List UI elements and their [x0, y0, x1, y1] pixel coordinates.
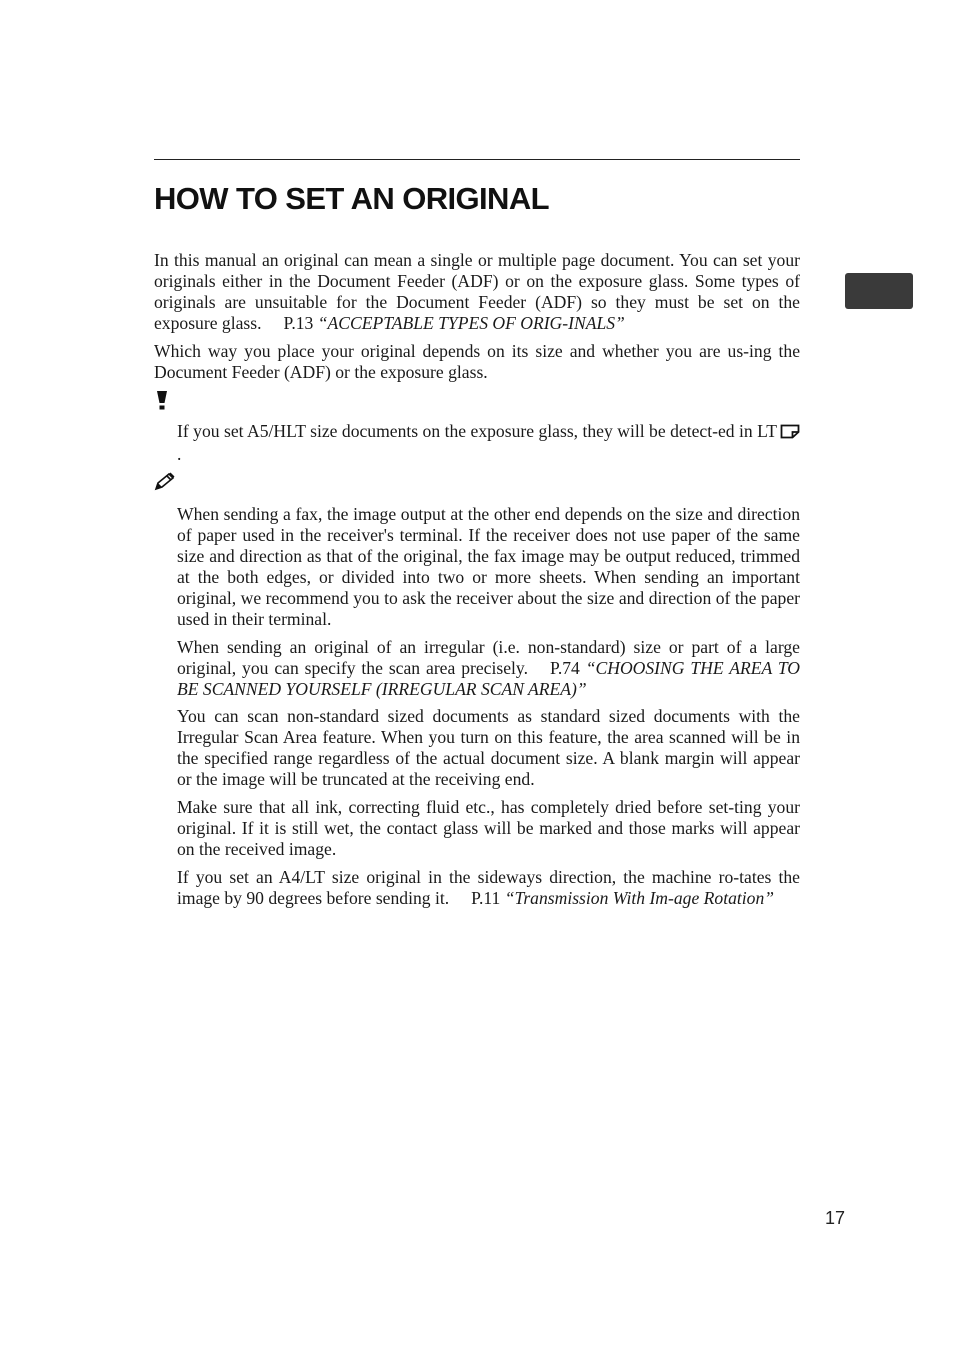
- cross-ref-title[interactable]: “CHOOSING THE AREA TO BE SCANNED YOURSELF (IRREGULAR SCAN AREA)”: [177, 657, 800, 699]
- important-text: If you set A5/HLT size documents on the exposure glass, they will be detect-ed in LT: [177, 421, 777, 442]
- cross-ref-page[interactable]: P.11: [471, 887, 501, 908]
- intro-text: In this manual an original can mean a single or multiple page document. You can set your originals either in the Document Feeder (ADF) or on the exposure glass. Some types of originals are unsuitable for the Document Feeder (ADF) so they must be set on the exposure glass.: [154, 250, 800, 333]
- cross-ref-page[interactable]: P.13: [283, 312, 314, 333]
- note-pencil-icon: [154, 472, 800, 498]
- page-title: HOW TO SET AN ORIGINAL: [154, 181, 549, 216]
- note-text: When sending an original of an irregular (i.e. non-standard) size or part of a large original, you can specify the scan area precisely.: [177, 636, 800, 678]
- note-paragraph-1: When sending a fax, the image output at the other end depends on the size and direction of paper used in the receiver's terminal. If the receiver does not use paper of the same size and direction as that of the original, the fax image may be output reduced, trimmed at the both edges, or divided into two or more sheets. When sending an important original, we recommend you to ask the receiver about the size and direction of the paper used in their terminal.: [177, 504, 800, 629]
- important-icon: [154, 389, 800, 415]
- intro-paragraph-2: Which way you place your original depends on its size and whether you are us-ing the Document Feeder (ADF) or the exposure glass.: [154, 340, 800, 382]
- note-text: If you set an A4/LT size original in the sideways direction, the machine ro-tates the image by 90 degrees before sending it.: [177, 866, 800, 908]
- landscape-orientation-icon: [780, 423, 800, 444]
- page-body: [154, 250, 800, 916]
- cross-ref-title[interactable]: “ACCEPTABLE TYPES OF ORIG-INALS”: [317, 312, 625, 333]
- header-rule: [154, 159, 800, 160]
- note-paragraph-2: [177, 637, 800, 700]
- important-paragraph: If you set A5/HLT size documents on the exposure glass, they will be detect-ed in LT.: [177, 421, 800, 465]
- chapter-thumb-tab: [845, 273, 913, 309]
- cross-ref-page[interactable]: P.74: [549, 657, 580, 678]
- page-number: 17: [825, 1208, 846, 1228]
- note-paragraph-3: You can scan non-standard sized documents as standard sized documents with the Irregular Scan Area feature. When you turn on this feature, the area scanned will be in the specified range regardless of the actual document size. A blank margin will appear or the image will be truncated at the receiving end.: [177, 706, 800, 790]
- note-paragraph-5: [177, 867, 800, 909]
- cross-ref-title[interactable]: “Transmission With Im-age Rotation”: [504, 887, 775, 908]
- note-paragraph-4: Make sure that all ink, correcting fluid etc., has completely dried before set-ting your original. If it is still wet, the contact glass will be marked and those marks will appear on the received image.: [177, 797, 800, 859]
- intro-paragraph-1: [154, 250, 800, 334]
